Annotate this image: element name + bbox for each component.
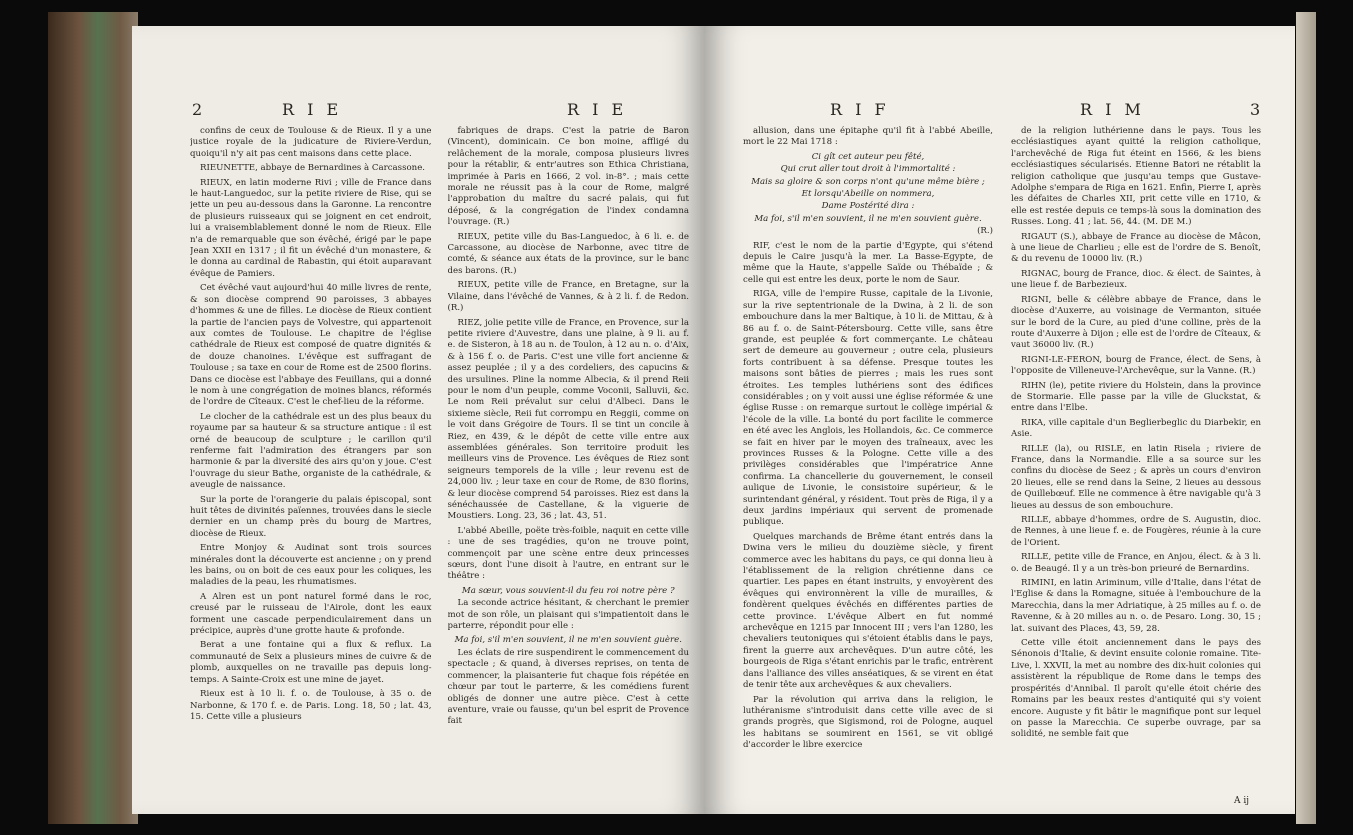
right-column-2 <box>1011 126 1261 796</box>
right-column-1 <box>743 126 993 796</box>
paragraph: allusion, dans une épitaphe qu'il fit à l'abbé Abeille, mort le 22 Mai 1718 : <box>743 126 993 148</box>
left-column-1 <box>190 126 432 796</box>
paragraph: Sur la porte de l'orangerie du palais épiscopal, sont huit têtes de divinités païennes, trouvées dans le siecle dernier en un champ près du bourg de Martres, diocèse de Rieux. <box>190 494 432 539</box>
left-column-2 <box>448 126 690 796</box>
verse-line: Ma sœur, vous souvient-il du feu roi notre père ? <box>461 585 675 596</box>
paragraph: Cet évêché vaut aujourd'hui 40 mille livres de rente, & son diocèse comprend 90 paroisses, 3 abbayes d'hommes & une de filles. Le diocèse de Rieux contient la partie de l'ancien pays de Volvestre, qui appartenoit aux comtes de Toulouse. Le chapitre de l'église cathédrale de Rieux est composé de quatre dignités & de douze chanoines. L'évêque est suffragant de Toulouse ; sa taxe en cour de Rome est de 2500 florins. Dans ce diocèse est l'abbaye des Feuillans, qui a donné le nom à une congrégation de moines blancs, réformés de l'ordre de Cîteaux. C'est le chef-lieu de la réforme. <box>190 283 432 408</box>
paragraph: RIKA, ville capitale d'un Beglierbeglic du Diarbekir, en Asie. <box>1011 417 1261 440</box>
page-number: 3 <box>1250 100 1265 119</box>
paragraph: Par la révolution qui arriva dans la religion, le luthéranisme s'introduisit dans cette ville avec de si grands progrès, que Sigismond, roi de Pologne, auquel les habitans se soumirent en 1561, se vit obligé d'accorder le libre exercice <box>743 694 993 751</box>
paragraph: RIMINI, en latin Ariminum, ville d'Italie, dans l'état de l'Eglise & dans la Romagne, située à l'embouchure de la Marecchia, dans la mer Adriatique, à 25 milles au f. o. de Ravenne, & à 20 milles au n. o. de Pesaro. Long. 30, 15 ; lat. suivant des Places, 43, 59, 28. <box>1011 578 1261 634</box>
reference-mark: (R.) <box>977 226 993 237</box>
paragraph: RILLE, abbaye d'hommes, ordre de S. Augustin, dioc. de Rennes, à une lieue f. e. de Fougères, réunie à la cure de l'Orient. <box>1011 515 1261 548</box>
running-head-right: R I E <box>567 100 628 119</box>
paragraph: Cette ville étoit anciennement dans le pays des Sénonois d'Italie, & devint ensuite colonie romaine. Tite-Live, l. XXVII, la met au nombre des dix-huit colonies qui assistèrent la république de Rome dans le temps des prospérités d'Annibal. Il paroît qu'elle étoit chérie des Romains par les beaux restes d'antiquité qui s'y voient encore. Auguste y fit bâtir le magnifique pont sur lequel on passe la Marecchia. Ce superbe ouvrage, par sa solidité, ne semble fait que <box>1011 638 1261 740</box>
running-head-right: R I M <box>1080 100 1145 119</box>
paragraph: confins de ceux de Toulouse & de Rieux. Il y a une justice royale de la judicature de Riviere-Verdun, quoiqu'il n'y ait pas cent maisons dans cette place. <box>190 126 432 159</box>
paragraph: fabriques de draps. C'est la patrie de Baron (Vincent), dominicain. Ce bon moine, affligé du relâchement de la morale, composa plusieurs livres pour la rétablir, & entr'autres son Ethica Christiana, imprimée à Paris en 1666, 2 vol. in-8°. ; mais cette morale ne réussit pas à la cour de Rome, malgré l'approbation du maître du sacré palais, qui fut déposé, & la congrégation de l'index condamna l'ouvrage. (R.) <box>447 126 689 228</box>
book-cover-left <box>48 12 138 824</box>
paragraph: RILLE (la), ou RISLE, en latin Risela ; riviere de France, dans la Normandie. Elle a sa source sur les confins du diocèse de Seez ; & après un cours d'environ 20 lieues, elle se rend dans la Seine, 2 lieues au dessous de Quillebœuf. Elle ne commence à être navigable qu'à 3 lieues au dessus de son embouchure. <box>1011 443 1261 511</box>
paragraph: RIGNAC, bourg de France, dioc. & élect. de Saintes, à une lieue f. de Barbezieux. <box>1011 268 1261 291</box>
verse-line: Et lorsqu'Abeille on nommera, <box>801 189 935 200</box>
right-page-header <box>705 100 1295 120</box>
paragraph: RIEUX, en latin moderne Rivi ; ville de France dans le haut-Languedoc, sur la petite riviere de Rise, qui se jette un peu au-dessous dans la Garonne. La rencontre de plusieurs ruisseaux qui se joignent en cet endroit, lui a vraisemblablement donné le nom de Rieux. Elle n'a de remarquable que son évêché, érigé par le pape Jean XXII en 1317 ; il fit un évêché d'un monastere, & le donna au cardinal de Rabastin, qui étoit auparavant évêque de Pamiers. <box>190 177 432 279</box>
open-book <box>48 12 1316 824</box>
paragraph: RIGAUT (S.), abbaye de France au diocèse de Mâcon, à une lieue de Charlieu ; elle est de l'ordre de S. Benoît, & du revenu de 10000 liv. (R.) <box>1011 231 1261 265</box>
running-head-left: R I F <box>830 100 890 119</box>
running-head-left: R I E <box>282 100 343 119</box>
verse-line: Qui crut aller tout droit à l'immortalité : <box>780 164 956 175</box>
paragraph: Berat a une fontaine qui a flux & reflux. La communauté de Seix a plusieurs mines de cuivre & de plomb, auxquelles on ne travaille pas depuis long-temps. A Sainte-Croix est une mine de jayet. <box>190 640 432 685</box>
paragraph: Rieux est à 10 li. f. o. de Toulouse, à 35 o. de Narbonne, & 170 f. e. de Paris. Long. 18, 50 ; lat. 43, 15. Cette ville a plusieurs <box>190 689 432 722</box>
left-page <box>132 26 705 814</box>
paragraph: de la religion luthérienne dans le pays. Tous les ecclésiastiques ayant quitté la religion catholique, l'archevêché de Riga fut éteint en 1566, & les biens ecclésiastiques sécularisés. Etienne Batori ne rétablit la religion catholique que jusqu'au temps que Gustave-Adolphe s'empara de Riga en 1621. Enfin, Pierre I, après les défaites de Charles XII, prit cette ville en 1710, & elle est restée depuis ce temps-là sous la domination des Russes. Long. 41 ; lat. 56, 44. (M. DE M.) <box>1011 126 1261 228</box>
paragraph: RIEZ, jolie petite ville de France, en Provence, sur la petite riviere d'Auvestre, dans une plaine, à 9 li. au f. e. de Sisteron, à 18 au n. de Toulon, à 12 au n. o. d'Aix, & à 156 f. o. de Paris. C'est une ville fort ancienne & assez peuplée ; il y a des cordeliers, des capucins & des ursulines. Pline la nomme Albecia, & il prend Reii pour le nom d'un peuple, comme Voconii, Salluvii, &c. Le nom Reii prévalut sur celui d'Albeci. Dans le sixieme siècle, Reii fut corrompu en Reggii, comme on le voit dans Grégoire de Tours. Il se tint un concile à Riez, en 439, & le dépôt de cette ville entre aux assemblées générales. Son territoire produit les meilleurs vins de Provence. Les évêques de Riez sont seigneurs temporels de la ville ; leur revenu est de 24,000 liv. ; leur taxe en cour de Rome, de 830 florins, & leur diocèse comprend 54 paroisses. Riez est dans la sénéchaussée de Castellane, & la viguerie de Moustiers. Long. 23, 36 ; lat. 43, 51. <box>447 317 689 522</box>
paragraph: RIGA, ville de l'empire Russe, capitale de la Livonie, sur la rive septentrionale de la Dwina, à 2 li. de son embouchure dans la mer Baltique, à 10 li. de Mittau, & à 86 au f. o. de Saint-Pétersbourg. Cette ville, sans être grande, est peuplée & fort commerçante. Le château sert de demeure au gouverneur ; outre cela, plusieurs forts contribuent à sa défense. Presque toutes les maisons sont bâties de pierres ; mais les rues sont étroites. Les temples luthériens sont des édifices considérables ; on y voit aussi une église réformée & une église Russe : on remarque surtout le collège impérial & l'école de la ville. La bonté du port facilite le commerce en été avec les Anglois, les Hollandois, &c. Ce commerce se fait en hiver par le moyen des traîneaux, avec les provinces Russes & la Pologne. Cette ville a des privilèges considérables que l'impératrice Anne confirma. La chancellerie du gouvernement, le conseil aulique de Livonie, le consistoire supérieur, & le surintendant général, y résident. Tout près de Riga, il y a deux jardins impériaux qui servent de promenade publique. <box>743 289 993 528</box>
verse-line: Ci gît cet auteur peu fêté, <box>811 151 925 162</box>
verse-line: Ma foi, s'il m'en souvient, il ne m'en souvient guère. <box>454 635 682 646</box>
paragraph: RIGNI, belle & célèbre abbaye de France, dans le diocèse d'Auxerre, au voisinage de Vermanton, située sur le bord de la Cure, au pied d'une colline, près de la route d'Auxerre à Dijon ; elle est de l'ordre de Cîteaux, & vaut 36000 liv. (R.) <box>1011 294 1261 351</box>
paragraph: RILLE, petite ville de France, en Anjou, élect. & à 3 li. o. de Beaugé. Il y a un très-bon prieuré de Bernardins. <box>1011 552 1261 574</box>
paragraph: L'abbé Abeille, poëte très-foible, naquit en cette ville : une de ses tragédies, qu'on ne trouve point, commençoit par une scène entre deux princesses sœurs, dont l'une disoit à l'autre, en entrant sur le théâtre : <box>447 525 689 582</box>
paragraph: RIEUX, petite ville du Bas-Languedoc, à 6 li. e. de Carcassone, au diocèse de Narbonne, avec titre de comté, & séance aux états de la province, sur le banc des barons. (R.) <box>447 231 689 276</box>
paragraph: RIF, c'est le nom de la partie d'Egypte, qui s'étend depuis le Caire jusqu'à la mer. La Basse-Egypte, de même que la Haute, s'appelle Saïde ou Thébaïde ; & celle qui est entre les deux, porte le nom de Saur. <box>743 240 993 285</box>
page-number: 2 <box>192 100 207 119</box>
right-page <box>705 26 1295 814</box>
verse-line: Ma foi, s'il m'en souvient, il ne m'en souvient guère. <box>754 213 982 224</box>
left-page-header <box>132 100 705 120</box>
catchword: A ij <box>1233 796 1249 806</box>
paragraph: Le clocher de la cathédrale est un des plus beaux du royaume par sa hauteur & sa structure antique : il est orné de beaucoup de sculpture ; le carillon qu'il renferme fait l'admiration des étrangers par son harmonie & par la diversité des airs qu'on y joue. C'est l'ouvrage du sieur Bathe, organiste de la cathédrale, & aveugle de naissance. <box>190 411 432 491</box>
paragraph: A Alren est un pont naturel formé dans le roc, creusé par le ruisseau de l'Airole, dont les eaux forment une cascade perpendiculairement dans un précipice, auprès d'une grotte haute & profonde. <box>190 591 432 637</box>
paragraph: Les éclats de rire suspendirent le commencement du spectacle ; & quand, à diverses reprises, on tenta de commencer, la plaisanterie fut chaque fois répétée en chœur par tout le parterre, & les comédiens furent obligés de donner une autre pièce. C'est à cette aventure, vraie ou fausse, qu'un bel esprit de Provence fait <box>447 647 689 727</box>
paragraph: RIHN (le), petite riviere du Holstein, dans la province de Stormarie. Elle passe par la ville de Gluckstat, & entre dans l'Elbe. <box>1011 380 1261 414</box>
paragraph: La seconde actrice hésitant, & cherchant le premier mot de son rôle, un plaisant qui s'impatientoit dans le parterre, répondit pour elle : <box>447 598 689 632</box>
verse-line: Dame Postérité dira : <box>821 201 915 212</box>
paragraph: RIEUX, petite ville de France, en Bretagne, sur la Vilaine, dans l'évêché de Vannes, & à 2 li. f. de Redon. (R.) <box>447 280 689 314</box>
book-cover-right <box>1296 12 1316 824</box>
verse-line: Mais sa gloire & son corps n'ont qu'une même bière ; <box>751 176 985 187</box>
paragraph: Quelques marchands de Brême étant entrés dans la Dwina vers le milieu du douzième siècle, y firent commerce avec les habitans du pays, ce qui donna lieu à l'établissement de la religion chrétienne dans ce quartier. Les papes en étant instruits, y envoyèrent des évêques qui environnèrent la ville de murailles, & fondèrent quelques évêchés en différentes parties de cette province. L'évêque Albert en fut nommé archevêque en 1215 par Innocent III ; vers l'an 1280, les chevaliers teutoniques qui s'étoient établis dans le pays, firent la guerre aux archevêques. D'un autre côté, les bourgeois de Riga s'étant enrichis par le trafic, entrèrent dans l'alliance des villes anséatiques, & se virent en état de tenir tête aux archevêques & aux chevaliers. <box>743 531 993 691</box>
paragraph: Entre Monjoy & Audinat sont trois sources minérales dont la découverte est ancienne ; on y prend les bains, ou on boit de ces eaux pour les coliques, les maladies de la peau, les rhumatismes. <box>190 543 432 588</box>
paragraph: RIGNI-LE-FERON, bourg de France, élect. de Sens, à l'opposite de Villeneuve-l'Archevêque, sur la Vanne. (R.) <box>1011 354 1261 377</box>
paragraph: RIEUNETTE, abbaye de Bernardines à Carcassone. <box>200 163 426 174</box>
